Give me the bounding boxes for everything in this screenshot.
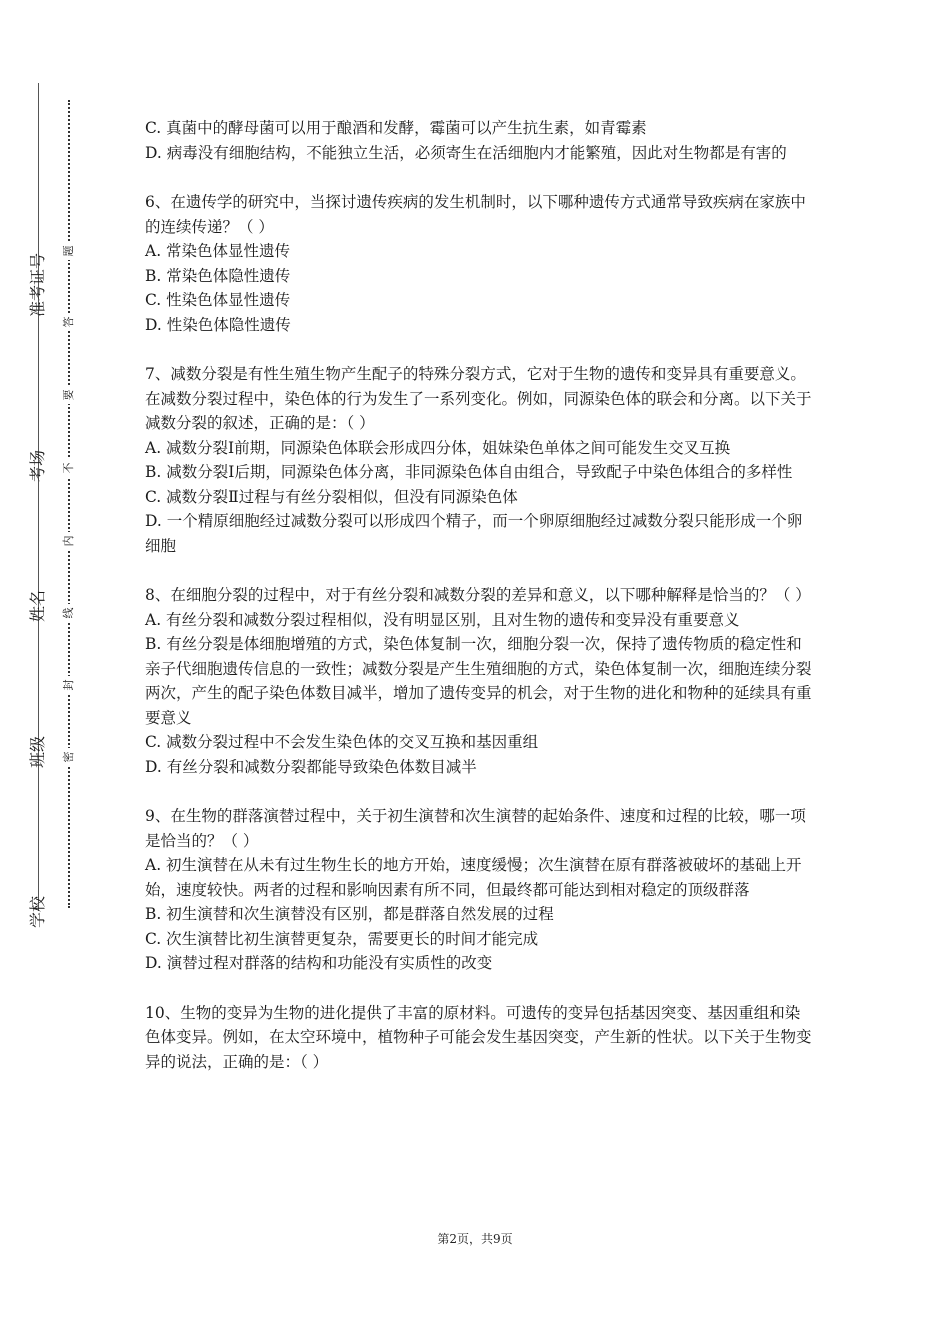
question-stem: 7、减数分裂是有性生殖生物产生配子的特殊分裂方式，它对于生物的遗传和变异具有重要意义。在减数分裂过程中，染色体的行为发生了一系列变化。例如，同源染色体的联会和分离。以下关于减数分裂的叙述，正确的是：（ ） (145, 365, 812, 432)
school-label: 学校 (28, 896, 47, 929)
exam-number-label: 准考证号 (28, 252, 47, 317)
option-d: D. 有丝分裂和减数分裂都能导致染色体数目减半 (145, 757, 477, 776)
question-stem: 10、生物的变异为生物的进化提供了丰富的原材料。可遗传的变异包括基因突变、基因重组和染色体变异。例如，在太空环境中，植物种子可能会发生基因突变，产生新的性状。以下关于生物变异的说法，正确的是：（ ） (145, 1003, 812, 1071)
option-a: A. 有丝分裂和减数分裂过程相似，没有明显区别，且对生物的遗传和变异没有重要意义 (145, 610, 740, 629)
page-footer: 第2页，共9页 (437, 1232, 513, 1246)
option-d: D. 性染色体隐性遗传 (145, 315, 291, 334)
option-a: A. 初生演替在从未有过生物生长的地方开始，速度缓慢；次生演替在原有群落被破坏的基础上开始，速度较快。两者的过程和影响因素有所不同，但最终都可能达到相对稳定的顶级群落 (145, 856, 802, 899)
seal-char-nei: 内 (60, 532, 78, 550)
seal-dotted-line (68, 100, 70, 908)
question-10 (145, 1001, 815, 1075)
binding-solid-line (38, 83, 39, 911)
class-label: 班级 (28, 736, 47, 769)
option-a: A. 减数分裂Ⅰ前期，同源染色体联会形成四分体，姐妹染色单体之间可能发生交叉互换 (145, 438, 731, 457)
option-b: B. 减数分裂Ⅰ后期，同源染色体分离，非同源染色体自由组合，导致配子中染色体组合的多样性 (145, 463, 793, 481)
option-c: C. 减数分裂Ⅱ过程与有丝分裂相似，但没有同源染色体 (145, 487, 518, 506)
option-d: D. 一个精原细胞经过减数分裂可以形成四个精子，而一个卵原细胞经过减数分裂只能形成一个卵细胞 (145, 512, 803, 555)
question-5-carry-over (145, 116, 815, 165)
name-label: 姓名 (28, 590, 47, 623)
question-5-option-c: C. 真菌中的酵母菌可以用于酿酒和发酵，霉菌可以产生抗生素，如青霉素 (145, 119, 647, 137)
seal-char-xian: 线 (60, 604, 78, 622)
question-6 (145, 190, 815, 337)
seal-char-da: 答 (60, 313, 78, 331)
option-c: C. 性染色体显性遗传 (145, 291, 291, 309)
seal-char-feng: 封 (60, 676, 78, 694)
exam-room-label: 考场 (28, 450, 47, 483)
option-a: A. 常染色体显性遗传 (145, 242, 291, 260)
option-c: C. 次生演替比初生演替更复杂，需要更长的时间才能完成 (145, 929, 539, 948)
seal-char-ti: 题 (60, 242, 78, 260)
question-stem: 8、在细胞分裂的过程中，对于有丝分裂和减数分裂的差异和意义，以下哪种解释是恰当的？（ ） (145, 586, 811, 604)
seal-char-yao: 要 (60, 386, 78, 404)
question-stem: 9、在生物的群落演替过程中，关于初生演替和次生演替的起始条件、速度和过程的比较，哪一项是恰当的？（ ） (145, 807, 806, 850)
option-d: D. 演替过程对群落的结构和功能没有实质性的改变 (145, 954, 493, 972)
question-7 (145, 362, 815, 558)
question-content (145, 116, 815, 1099)
option-c: C. 减数分裂过程中不会发生染色体的交叉互换和基因重组 (145, 733, 539, 751)
seal-char-mi: 密 (60, 748, 78, 766)
question-9 (145, 804, 815, 976)
question-stem: 6、在遗传学的研究中，当探讨遗传疾病的发生机制时，以下哪种遗传方式通常导致疾病在家族中的连续传递？（ ） (145, 193, 806, 236)
seal-char-bu: 不 (60, 459, 78, 477)
question-8 (145, 583, 815, 779)
question-5-option-d: D. 病毒没有细胞结构，不能独立生活，必须寄生在活细胞内才能繁殖，因此对生物都是有害的 (145, 143, 787, 162)
option-b: B. 初生演替和次生演替没有区别，都是群落自然发展的过程 (145, 905, 554, 923)
option-b: B. 有丝分裂是体细胞增殖的方式，染色体复制一次，细胞分裂一次，保持了遗传物质的稳定性和亲子代细胞遗传信息的一致性；减数分裂是产生生殖细胞的方式，染色体复制一次，细胞连续分裂两次，产生的配子染色体数目减半，增加了遗传变异的机会，对于生物的进化和物种的延续具有重要意义 (145, 635, 812, 727)
option-b: B. 常染色体隐性遗传 (145, 266, 291, 285)
